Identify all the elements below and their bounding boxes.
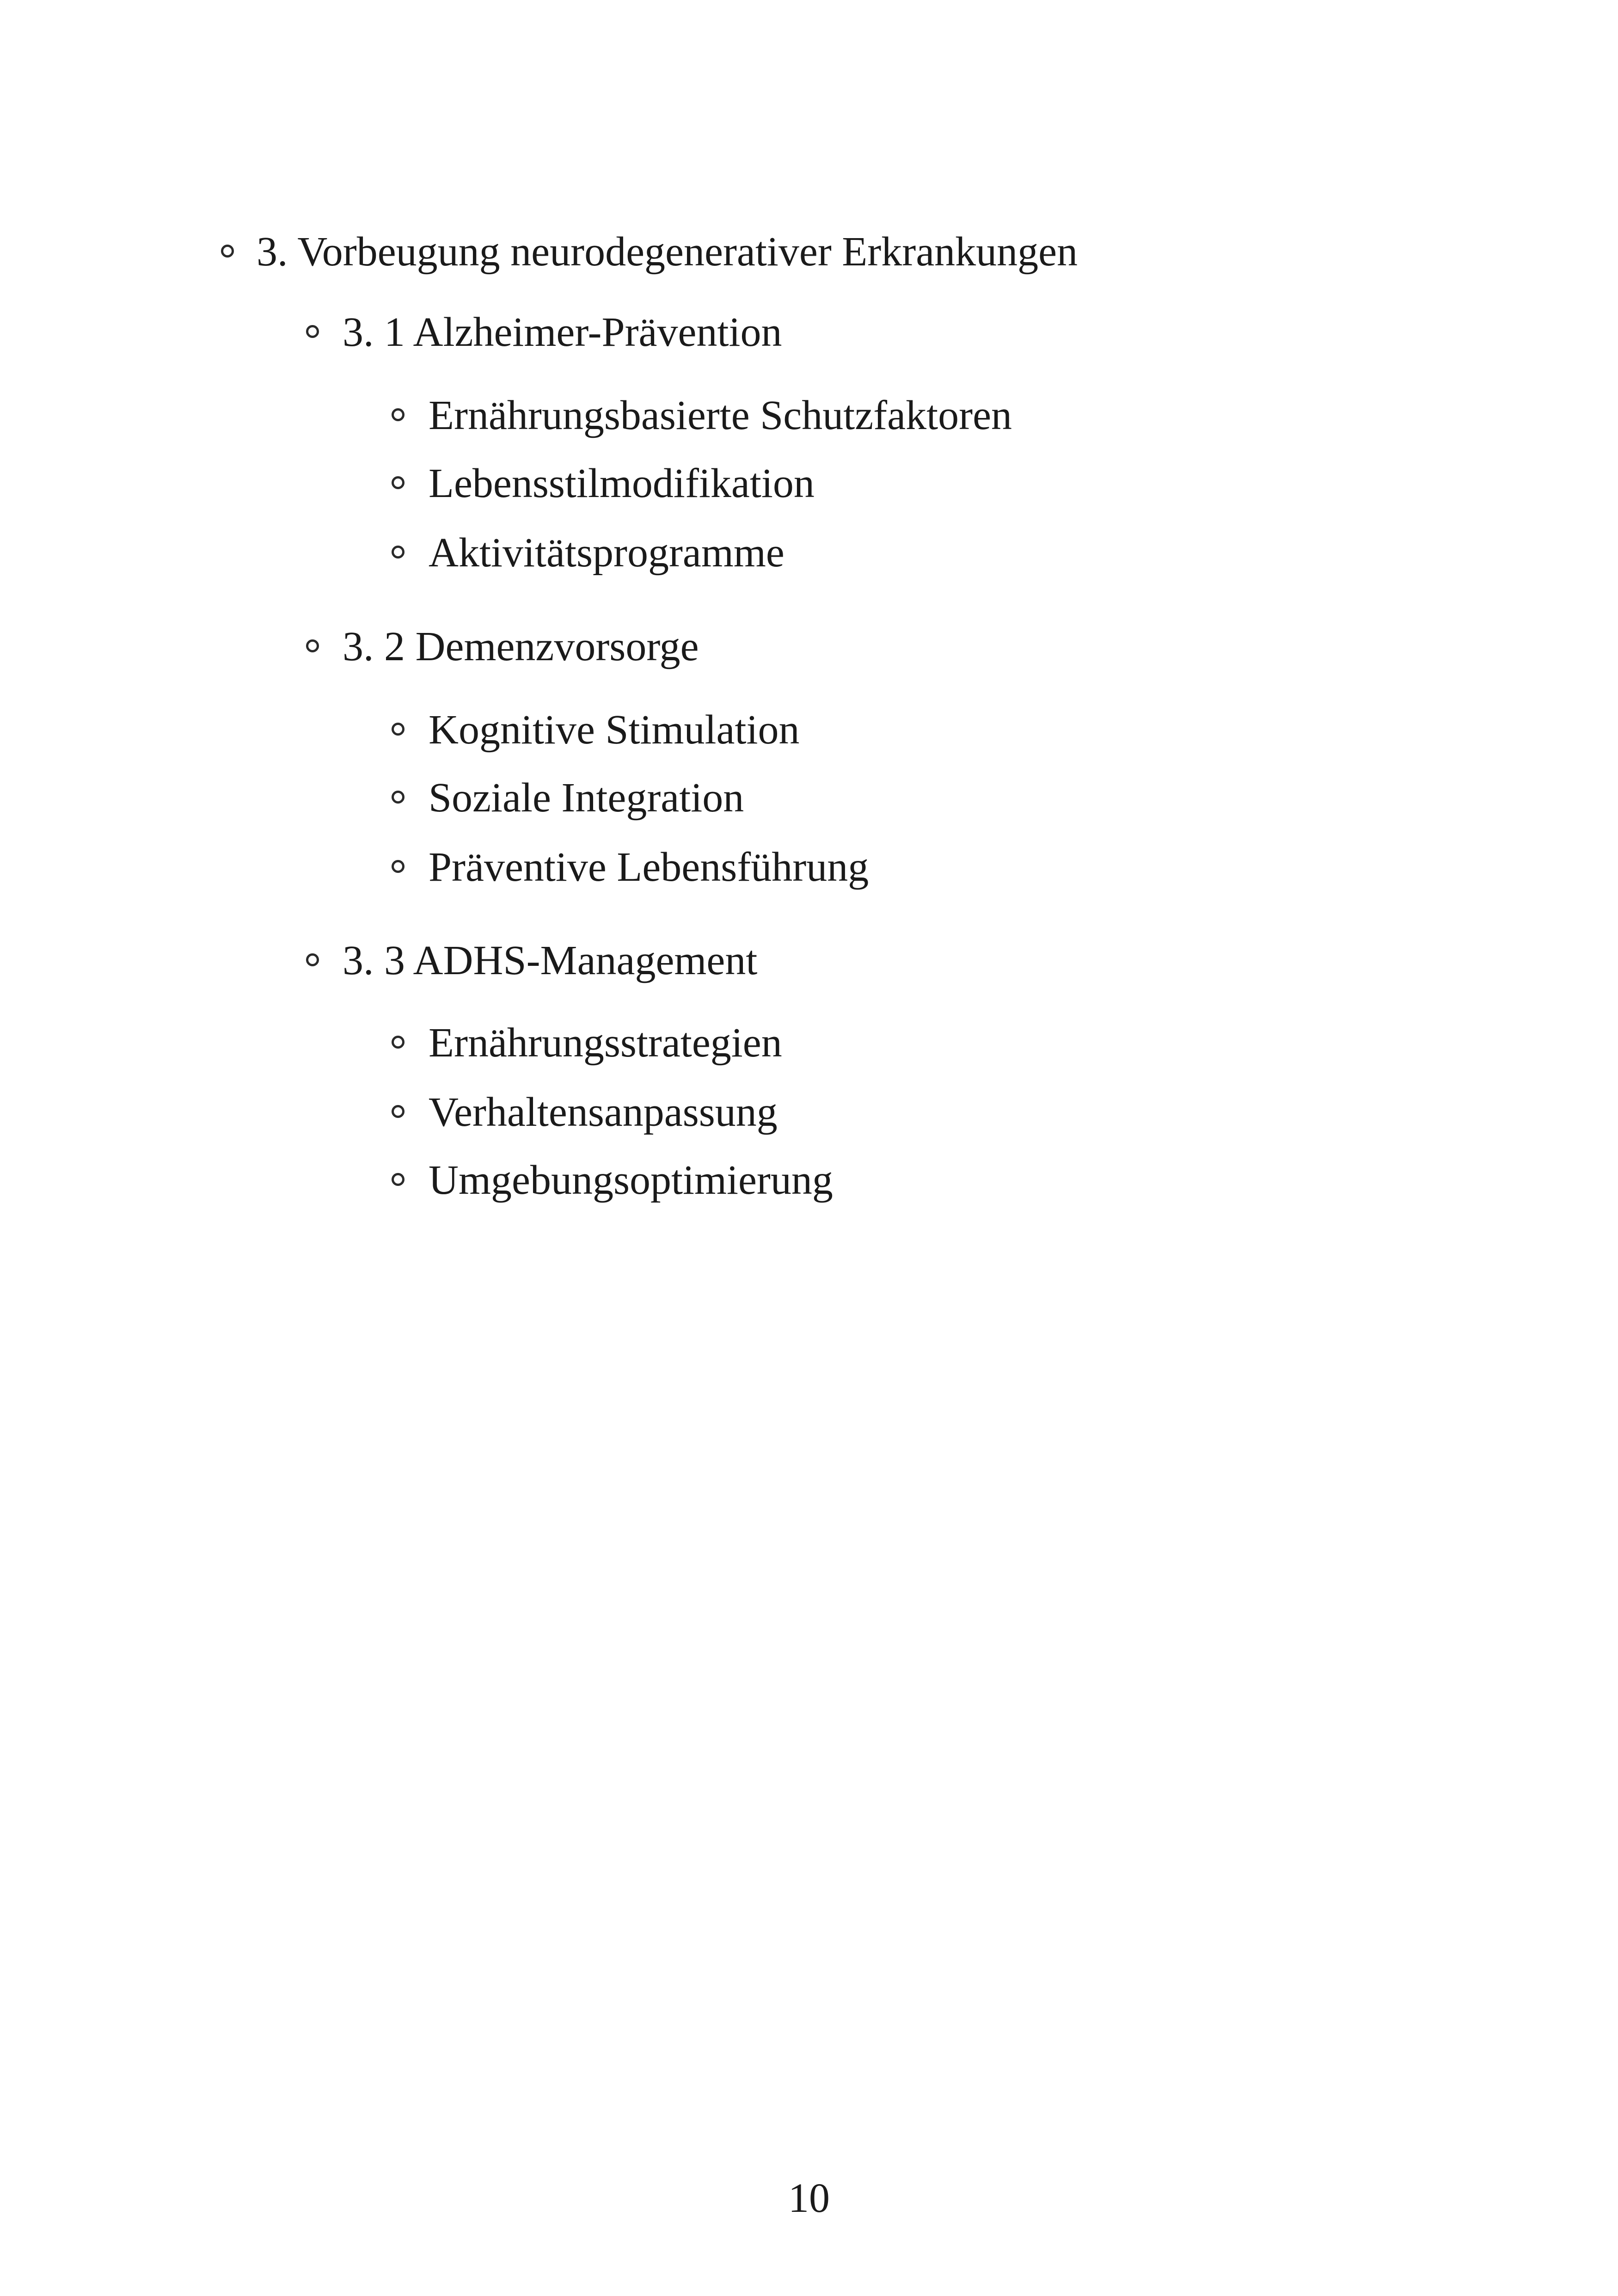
bullet-icon: [392, 791, 404, 804]
list-item: Soziale Integration: [429, 775, 744, 821]
bullet-icon: [306, 953, 319, 966]
list-item: Verhaltensanpassung: [429, 1089, 778, 1135]
bullet-icon: [306, 639, 319, 652]
list-item: Ernährungsstrategien: [429, 1020, 782, 1066]
list-item: Lebensstilmodifikation: [429, 460, 815, 506]
list-item: Präventive Lebensführung: [429, 844, 869, 890]
subsection-heading: 3. 1 Alzheimer-Prävention: [343, 309, 782, 355]
bullet-icon: [392, 860, 404, 873]
bullet-icon: [392, 408, 404, 421]
section-heading: 3. Vorbeugung neurodegenerativer Erkrankungen: [257, 229, 1078, 275]
bullet-icon: [392, 1105, 404, 1118]
bullet-icon: [392, 723, 404, 736]
bullet-icon: [306, 325, 319, 338]
bullet-icon: [392, 1173, 404, 1186]
list-item: Ernährungsbasierte Schutzfaktoren: [429, 393, 1012, 438]
list-item: Umgebungsoptimierung: [429, 1157, 833, 1203]
subsection-heading: 3. 2 Demenzvorsorge: [343, 624, 699, 669]
bullet-icon: [221, 245, 234, 258]
list-item: Aktivitätsprogramme: [429, 530, 784, 576]
bullet-icon: [392, 1036, 404, 1049]
page-number: 10: [788, 2175, 830, 2221]
subsection-heading: 3. 3 ADHS-Management: [343, 938, 758, 983]
list-item: Kognitive Stimulation: [429, 707, 800, 753]
bullet-icon: [392, 476, 404, 489]
bullet-icon: [392, 546, 404, 559]
